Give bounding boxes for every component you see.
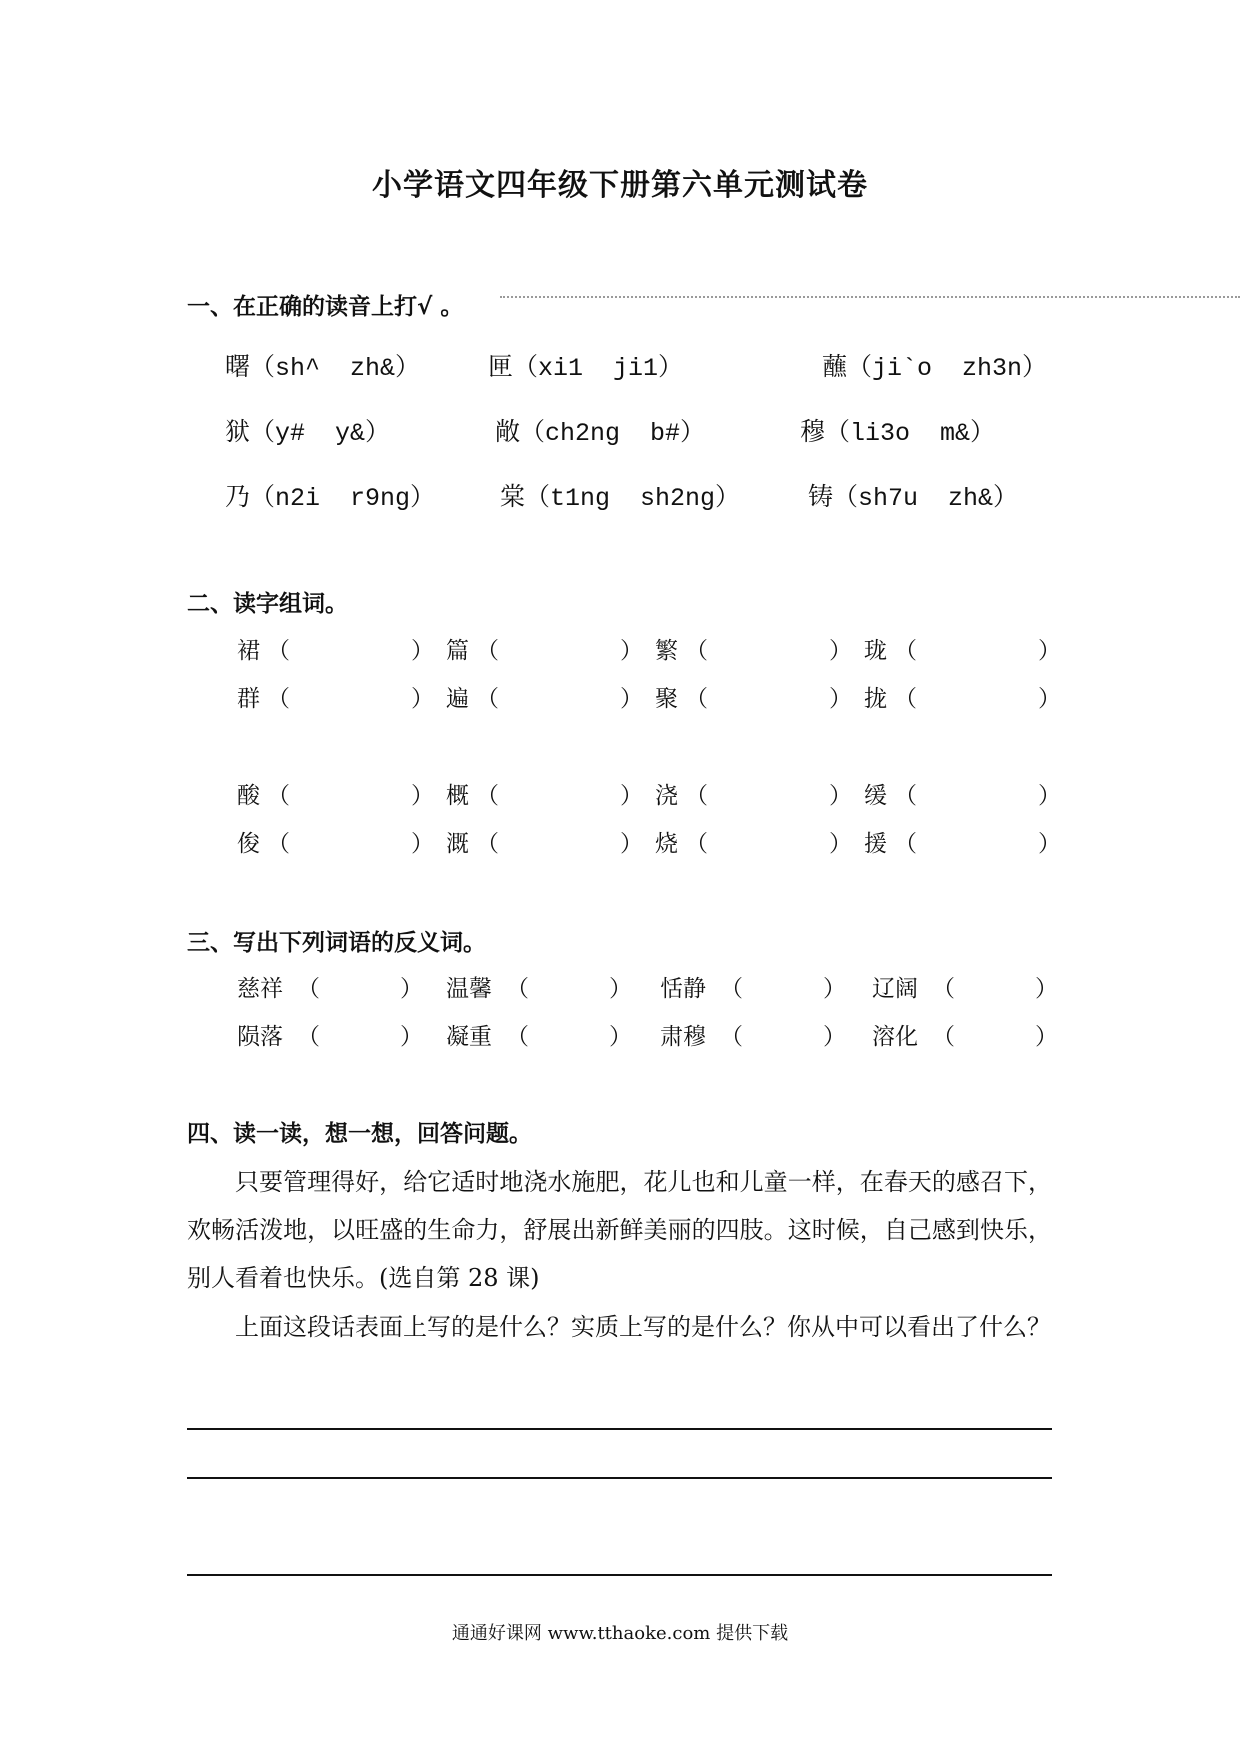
word-group-char: 篇 [446, 638, 469, 664]
pinyin-item: 蘸（ji`o zh3n） [822, 352, 1048, 383]
blank-open-paren: （ [297, 1024, 320, 1050]
blank-close-paren: ） [609, 1024, 632, 1050]
answer-line[interactable] [187, 1428, 1052, 1430]
pinyin-item: 乃（n2i r9ng） [225, 482, 436, 513]
antonym-word: 肃穆 [660, 1024, 706, 1050]
word-group-char: 缓 [864, 783, 887, 809]
antonym-word: 辽阔 [872, 976, 918, 1002]
blank-open-paren: （ [267, 831, 290, 857]
blank-open-paren: （ [720, 1024, 743, 1050]
pinyin-item: 曙（sh^ zh&） [225, 352, 421, 383]
blank-open-paren: （ [894, 638, 917, 664]
word-group-char: 溉 [446, 831, 469, 857]
blank-close-paren: ） [1038, 638, 1061, 664]
antonym-word: 恬静 [660, 976, 706, 1002]
antonym-word: 慈祥 [237, 976, 283, 1002]
blank-close-paren: ） [400, 1024, 423, 1050]
blank-open-paren: （ [267, 638, 290, 664]
blank-open-paren: （ [685, 783, 708, 809]
blank-close-paren: ） [400, 976, 423, 1002]
blank-open-paren: （ [506, 976, 529, 1002]
blank-close-paren: ） [1038, 783, 1061, 809]
blank-close-paren: ） [1035, 1024, 1058, 1050]
blank-open-paren: （ [297, 976, 320, 1002]
antonym-word: 溶化 [872, 1024, 918, 1050]
word-group-char: 烧 [655, 831, 678, 857]
antonym-word: 凝重 [446, 1024, 492, 1050]
word-group-char: 援 [864, 831, 887, 857]
blank-close-paren: ） [1035, 976, 1058, 1002]
blank-open-paren: （ [932, 1024, 955, 1050]
page-footer: 通通好课网 www.tthaoke.com 提供下载 [451, 1623, 789, 1644]
word-group-char: 裙 [237, 638, 260, 664]
pinyin-item: 匣（xi1 ji1） [488, 352, 684, 383]
blank-close-paren: ） [411, 686, 434, 712]
section-3-heading: 三、写出下列词语的反义词。 [187, 930, 486, 956]
blank-close-paren: ） [620, 686, 643, 712]
blank-close-paren: ） [1038, 831, 1061, 857]
blank-open-paren: （ [476, 783, 499, 809]
section-4-heading: 四、读一读，想一想，回答问题。 [187, 1121, 532, 1147]
word-group-char: 群 [237, 686, 260, 712]
blank-open-paren: （ [894, 686, 917, 712]
blank-open-paren: （ [267, 783, 290, 809]
reading-passage: 只要管理得好，给它适时地浇水施肥，花儿也和儿童一样，在春天的感召下，欢畅活泼地，以旺盛的生命力，舒展出新鲜美丽的四肢。这时候，自己感到快乐，别人看着也快乐。(选自第 28 课) [187, 1168, 1052, 1292]
section-1-heading: 一、在正确的读音上打√ 。 [187, 294, 464, 320]
blank-open-paren: （ [685, 831, 708, 857]
dotted-leader [500, 296, 1240, 298]
blank-close-paren: ） [829, 783, 852, 809]
section-2-heading: 二、读字组词。 [187, 591, 348, 617]
word-group-char: 繁 [655, 638, 678, 664]
blank-close-paren: ） [620, 831, 643, 857]
blank-open-paren: （ [932, 976, 955, 1002]
blank-close-paren: ） [609, 976, 632, 1002]
blank-close-paren: ） [829, 831, 852, 857]
question-text: 上面这段话表面上写的是什么？实质上写的是什么？你从中可以看出了什么？ [235, 1313, 1051, 1341]
word-group-char: 俊 [237, 831, 260, 857]
blank-close-paren: ） [829, 686, 852, 712]
answer-line[interactable] [187, 1574, 1052, 1576]
blank-open-paren: （ [476, 686, 499, 712]
pinyin-item: 穆（li3o m&） [800, 417, 996, 448]
blank-close-paren: ） [1038, 686, 1061, 712]
blank-close-paren: ） [411, 638, 434, 664]
answer-line[interactable] [187, 1477, 1052, 1479]
blank-close-paren: ） [829, 638, 852, 664]
blank-close-paren: ） [823, 976, 846, 1002]
blank-open-paren: （ [476, 638, 499, 664]
blank-open-paren: （ [476, 831, 499, 857]
word-group-char: 浇 [655, 783, 678, 809]
word-group-char: 酸 [237, 783, 260, 809]
pinyin-item: 棠（t1ng sh2ng） [500, 482, 741, 513]
word-group-char: 聚 [655, 686, 678, 712]
antonym-word: 温馨 [446, 976, 492, 1002]
word-group-char: 拢 [864, 686, 887, 712]
blank-close-paren: ） [411, 783, 434, 809]
word-group-char: 珑 [864, 638, 887, 664]
blank-close-paren: ） [620, 783, 643, 809]
pinyin-item: 狱（y# y&） [225, 417, 391, 448]
blank-open-paren: （ [720, 976, 743, 1002]
blank-close-paren: ） [411, 831, 434, 857]
blank-open-paren: （ [685, 686, 708, 712]
word-group-char: 遍 [446, 686, 469, 712]
antonym-word: 陨落 [237, 1024, 283, 1050]
blank-close-paren: ） [823, 1024, 846, 1050]
pinyin-item: 敞（ch2ng b#） [495, 417, 706, 448]
blank-close-paren: ） [620, 638, 643, 664]
word-group-char: 概 [446, 783, 469, 809]
blank-open-paren: （ [506, 1024, 529, 1050]
blank-open-paren: （ [267, 686, 290, 712]
blank-open-paren: （ [685, 638, 708, 664]
blank-open-paren: （ [894, 783, 917, 809]
pinyin-item: 铸（sh7u zh&） [808, 482, 1019, 513]
page-title: 小学语文四年级下册第六单元测试卷 [372, 168, 868, 203]
blank-open-paren: （ [894, 831, 917, 857]
